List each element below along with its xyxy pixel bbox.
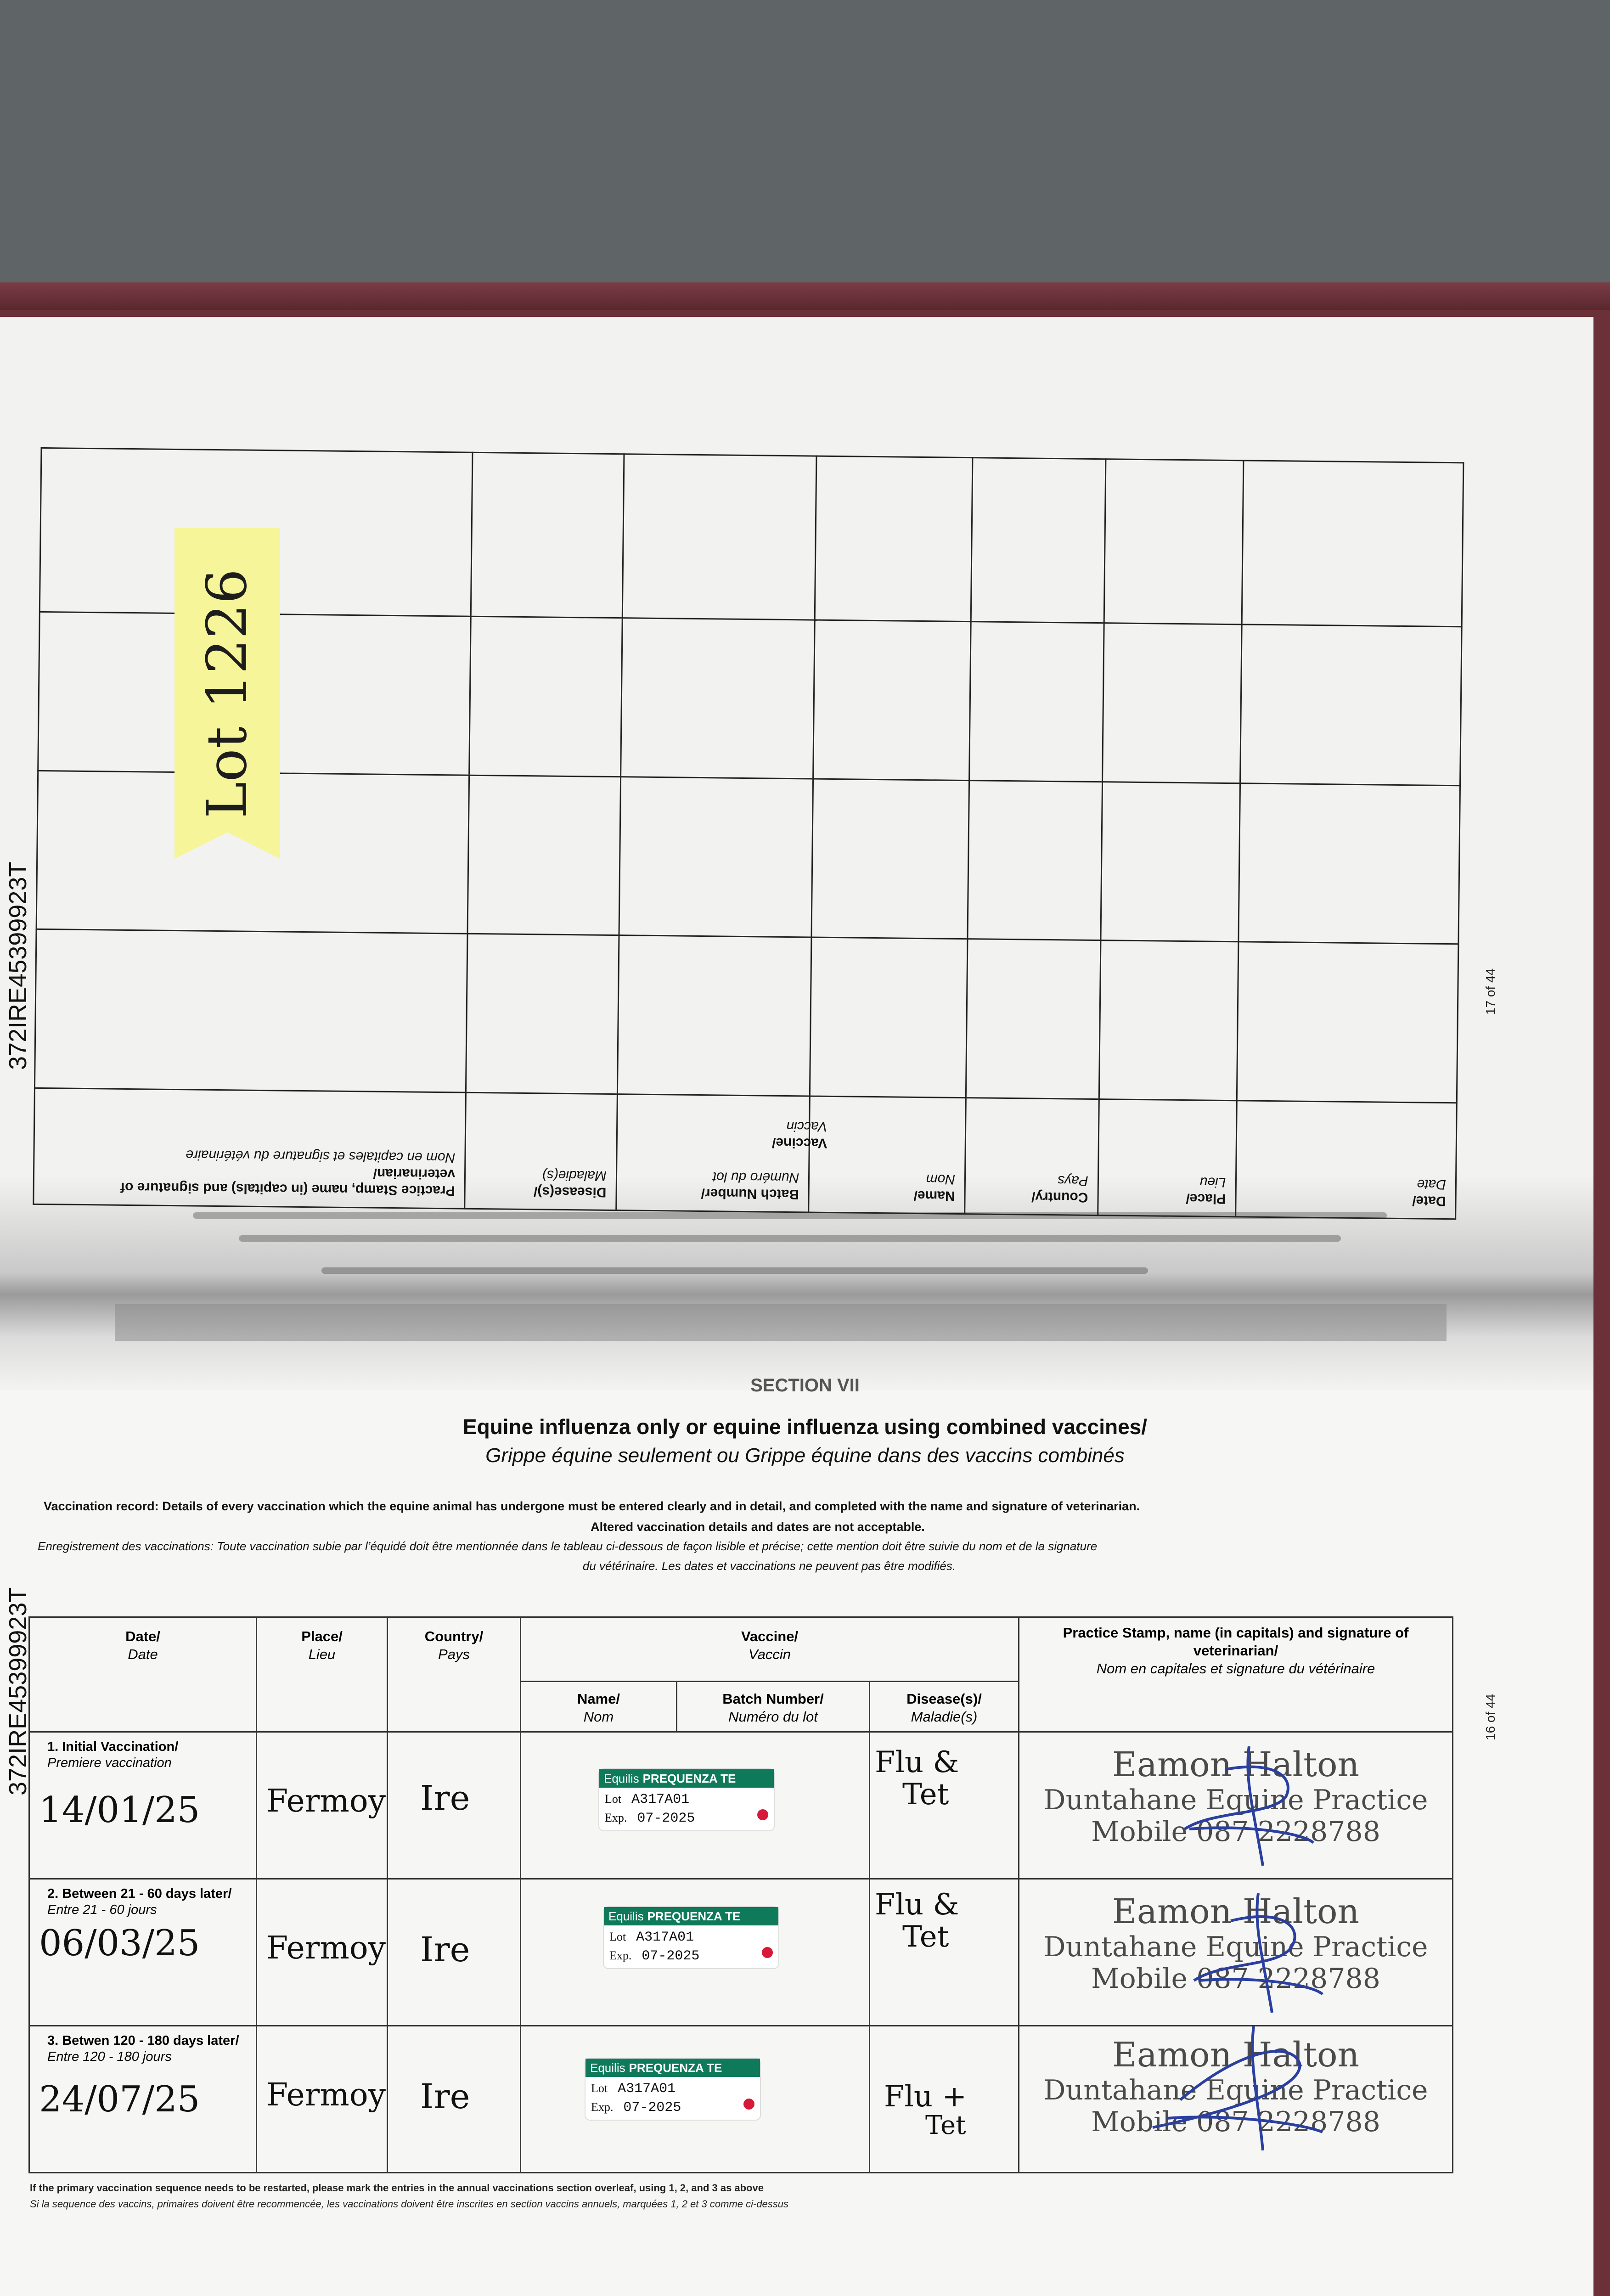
vet-stamp-cell [1019,1879,1453,2026]
country-cell [388,2026,521,2173]
disease-line-2: Tet [925,2110,966,2141]
vet-practice: Duntahane Equine Practice [1043,1931,1428,1964]
upper-header-batch: Batch Number/ Numéro du lot Vaccine/ Vaccin [616,1094,810,1213]
upper-header-name: Name/ Nom [809,1096,966,1214]
disease-line-2: Tet [902,1778,949,1812]
vaccination-date: 06/03/25 [39,1922,200,1964]
disease-cell [870,2026,1019,2173]
label-red-dot [757,1809,768,1820]
intro-fr: Enregistrement des vaccinations: Toute vaccination subie par l’équidé doit être mentionnée dans le tableau ci-dessous de façon lisible et précise; cette mention doit être suivie du nom et de la signature [38,1539,1098,1553]
label-red-dot [743,2099,754,2110]
upper-cell [1238,783,1460,944]
blurred-header-band [115,1304,1447,1341]
sticky-note-text: Lot 1226 [195,568,259,818]
upper-cell [1104,459,1243,625]
upper-cell [620,618,815,779]
blurred-text-line [239,1235,1341,1242]
place-value: Fermoy [266,2077,386,2113]
page-number-lower: 16 of 44 [1483,1694,1497,1740]
vet-mobile: Mobile 087 2228788 [1091,1816,1380,1848]
upper-cell [1240,625,1462,786]
vaccine-label-sticker [585,2059,760,2120]
place-cell [257,1879,388,2026]
table-row [29,1732,1453,1879]
upper-cell [471,452,624,618]
expiry-date: 07-2025 [642,1948,700,1964]
vaccine-name-batch-cell [521,1732,870,1879]
upper-cell [969,622,1104,782]
sticky-note-text-wrap [181,568,273,818]
expiry-date: 07-2025 [623,2099,681,2116]
vet-signature [1166,1889,1332,2017]
country-value: Ire [420,1778,470,1818]
vaccination-table [28,1616,1453,2173]
row-label-fr: Entre 21 - 60 jours [47,1902,157,1917]
vaccine-label-sticker [604,1907,778,1968]
upper-cell [622,454,816,620]
upper-cell [617,935,811,1096]
header-diseases: Disease(s)/ Maladie(s) [870,1682,1019,1732]
expiry-date: 07-2025 [637,1810,695,1826]
country-cell [388,1879,521,2026]
upper-cell [966,939,1100,1099]
row-label: 2. Between 21 - 60 days later/ [47,1886,232,1901]
page-title-en: Equine influenza only or equine influenza using combined vaccines/ [462,1415,1148,1439]
disease-line-1: Flu & [875,1745,959,1779]
vet-stamp-cell [1019,1732,1453,1879]
upper-cell [469,616,622,777]
place-value: Fermoy [266,1930,386,1966]
vet-mobile: Mobile 087 2228788 [1091,2106,1380,2138]
vaccination-date: 14/01/25 [39,1789,200,1831]
disease-cell [870,1879,1019,2026]
place-cell [257,2026,388,2173]
upper-cell [34,929,467,1092]
upper-header-place: Place/ Lieu [1098,1099,1237,1217]
row-date-cell [29,1879,257,2026]
lot-number: A317A01 [636,1930,694,1945]
upper-cell [971,458,1106,623]
row-date-cell [29,1732,257,1879]
vet-signature [1157,1742,1323,1870]
label-red-dot [762,1947,773,1958]
vet-name: Eamon Halton [1112,1745,1360,1784]
lot-number: A317A01 [618,2081,676,2097]
vet-name: Eamon Halton [1112,2035,1360,2075]
upper-header-country: Country/ Pays [965,1097,1099,1215]
table-row [29,1879,1453,2026]
vaccine-brand: Equilis [608,1909,644,1923]
passport-cover-edge [0,282,1610,310]
vet-practice: Duntahane Equine Practice [1043,2074,1428,2107]
upper-cell [1102,623,1241,783]
vaccine-product: PREQUENZA TE [642,1771,736,1785]
upper-cell [815,456,973,621]
upper-cell [813,620,971,780]
country-value: Ire [420,1930,470,1970]
intro-fr-2: du vétérinaire. Les dates et vaccinations ne peuvent pas être modifiés. [582,1559,956,1573]
row-label-fr: Entre 120 - 180 jours [47,2049,172,2064]
upper-cell [466,934,619,1094]
page-title-fr: Grippe équine seulement ou Grippe équine dans des vaccins combinés [485,1444,1125,1467]
header-vaccine: Vaccine/ Vaccin [521,1617,1019,1682]
upper-header-date: Date/ Date [1235,1101,1457,1219]
vet-name: Eamon Halton [1112,1892,1360,1931]
footer-fr: Si la sequence des vaccins, primaires doivent être recommencée, les vaccinations doivent être inscrites en section vaccins annuels, marquées 1, 2 et 3 comme ci-dessus [30,2198,789,2210]
lot-key: Lot [609,1930,626,1943]
side-code-lower: 372IRE45399923T [4,1587,32,1795]
row-label: 1. Initial Vaccination/ [47,1739,179,1754]
upper-header-vaccine: Vaccine/ [771,1135,828,1151]
blurred-text-line [321,1267,1148,1274]
disease-line-1: Flu & [875,1888,959,1922]
upper-header-practice: Practice Stamp, name (in capitals) and signature of veterinarian/ Nom en capitales et signature du vétérinaire [34,1088,466,1209]
vaccine-name-batch-cell [521,1879,870,2026]
upper-header-disease: Disease(s)/ Maladie(s) [465,1092,617,1210]
page-number-upper: 17 of 44 [1483,968,1497,1015]
lot-number: A317A01 [631,1792,690,1807]
vet-practice: Duntahane Equine Practice [1043,1784,1428,1817]
vaccine-product: PREQUENZA TE [629,2060,722,2075]
header-batch-number: Batch Number/ Numéro du lot [677,1682,870,1732]
country-value: Ire [420,2077,470,2116]
upper-cell [1237,942,1458,1103]
row-date-cell [29,2026,257,2173]
disease-cell [870,1732,1019,1879]
place-cell [257,1732,388,1879]
upper-cell [1099,940,1238,1101]
disease-line-2: Tet [902,1920,949,1954]
section-title: SECTION VII [750,1375,860,1396]
lot-key: Lot [605,1792,622,1806]
upper-cell [619,777,813,937]
table-row [29,2026,1453,2173]
vaccine-label-sticker [599,1769,774,1830]
place-value: Fermoy [266,1783,386,1819]
exp-key: Exp. [605,1811,627,1824]
upper-cell [1101,782,1240,942]
intro-en: Vaccination record: Details of every vaccination which the equine animal has undergone must be entered clearly and in detail, and completed with the name and signature of veterinarian. [44,1499,1140,1513]
country-cell [388,1732,521,1879]
vet-mobile: Mobile 087 2228788 [1091,1963,1380,1995]
lot-key: Lot [591,2082,608,2095]
footer-en: If the primary vaccination sequence needs to be restarted, please mark the entries in the annual vaccinations section overleaf, using 1, 2, and 3 as above [30,2182,764,2194]
header-place: Place/ Lieu [257,1617,388,1732]
upper-cell [467,775,620,935]
intro-en-2: Altered vaccination details and dates are not acceptable. [591,1520,925,1534]
exp-key: Exp. [609,1948,632,1962]
header-country: Country/ Pays [388,1617,521,1732]
disease-line-1: Flu + [884,2080,967,2114]
row-label-fr: Premiere vaccination [47,1755,172,1770]
header-vaccine-name: Name/ Nom [521,1682,677,1732]
upper-cell [811,779,969,939]
vet-stamp-cell [1019,2026,1453,2173]
row-label: 3. Betwen 120 - 180 days later/ [47,2033,239,2048]
vaccine-name-batch-cell [521,2026,870,2173]
side-code: 372IRE45399923T [4,861,32,1070]
vaccine-brand: Equilis [604,1771,639,1785]
vaccination-date: 24/07/25 [39,2078,200,2120]
exp-key: Exp. [591,2100,614,2114]
header-date: Date/ Date [29,1617,257,1732]
vaccine-product: PREQUENZA TE [647,1909,741,1923]
upper-cell [810,937,968,1097]
vet-signature [1125,2022,1336,2160]
header-practice: Practice Stamp, name (in capitals) and signature of veterinarian/ Nom en capitales et signature du vétérinaire [1019,1617,1453,1732]
vaccine-brand: Equilis [590,2060,625,2075]
upper-cell [1242,461,1464,627]
upper-cell [968,780,1102,940]
